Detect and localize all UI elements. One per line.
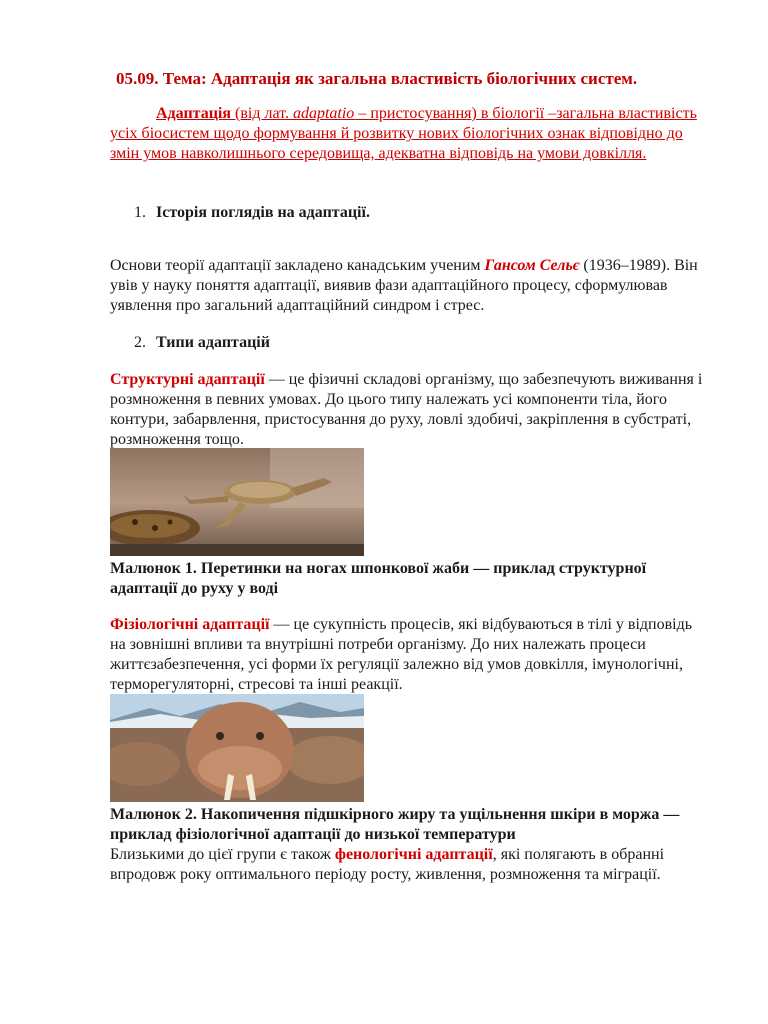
phenological-term: фенологічні адаптації — [334, 846, 493, 863]
section-2-number: 2. — [134, 334, 146, 351]
section-1-title: Історія поглядів на адаптації. — [156, 204, 370, 221]
section-2-heading — [134, 333, 270, 353]
page-title: 05.09. Тема: Адаптація як загальна властивість біологічних систем. — [116, 69, 638, 88]
figure-2-caption: Малюнок 2. Накопичення підшкірного жиру та ущільнення шкіри в моржа — приклад фізіологічної адаптації до низької температури — [110, 806, 680, 843]
structural-term: Структурні адаптації — [110, 371, 265, 388]
history-paragraph — [110, 256, 710, 316]
walrus-illustration — [110, 694, 364, 802]
adaptation-definition — [110, 104, 710, 164]
structural-text: — це фізичні складові організму, що забезпечують виживання і розмноження в певних умовах. До цього типу належать усі компоненти тіла, його контури, забарвлення, пристосування до руху, ловлі здобичі, закріплення в субстраті, розмноження тощо. — [110, 371, 703, 448]
phenological-text-after: , які полягають в обранні впродовж року оптимального періоду росту, живлення, розмноження та міграції. — [110, 846, 665, 883]
figure-1-caption: Малюнок 1. Перетинки на ногах шпонкової жаби — приклад структурної адаптації до руху у воді — [110, 560, 647, 597]
definition-term: Адаптація — [156, 105, 232, 122]
definition-part2: – пристосування) в біології –загальна властивість усіх біосистем щодо формування й розвитку нових біологічних ознак відповідно до змін умов навколишнього середовища, адекватна відповідь на умови довкілля. — [110, 105, 697, 162]
history-text-after: (1936–1989). Він увів у науку поняття адаптації, виявив фази адаптаційного процесу, сформулював уявлення про загальний адаптаційний синдром і стрес. — [110, 257, 698, 314]
phenological-text-before: Близькими до цієї групи є також — [110, 846, 335, 863]
frog-illustration — [110, 448, 364, 556]
structural-paragraph — [110, 370, 710, 450]
definition-latin: adaptatio — [292, 105, 355, 122]
history-text-before: Основи теорії адаптації закладено канадським ученим — [110, 257, 485, 274]
walrus-photo — [110, 694, 364, 802]
section-1-number: 1. — [134, 204, 146, 221]
definition-part1: (від лат. — [231, 105, 293, 122]
section-1-heading — [134, 203, 370, 223]
section-2-title: Типи адаптацій — [156, 334, 270, 351]
physiological-text: — це сукупність процесів, які відбуваються в тілі у відповідь на зовнішні впливи та внутрішні потреби організму. До них належать процеси життєзабезпечення, усі форми їх регуляції залежно від умов довкілля, імунологічні, терморегуляторні, стресові та інші реакції. — [110, 616, 693, 693]
phenological-paragraph — [110, 845, 710, 885]
frog-photo — [110, 448, 364, 556]
physiological-term: Фізіологічні адаптації — [110, 616, 270, 633]
scientist-name: Гансом Сельє — [484, 257, 580, 274]
physiological-paragraph — [110, 615, 710, 695]
